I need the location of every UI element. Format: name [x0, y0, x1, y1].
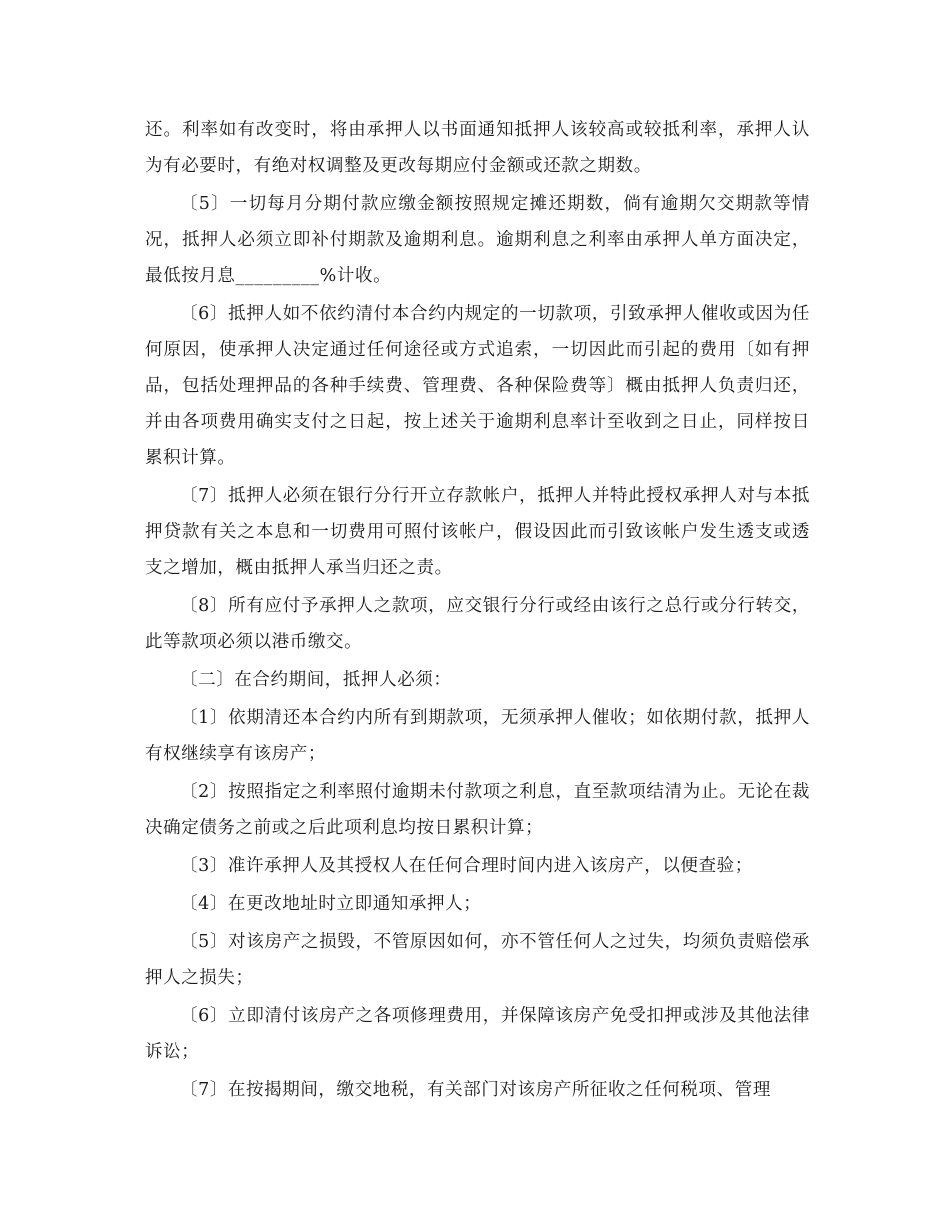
- paragraph-section-2-heading: 〔二〕在合约期间，抵押人必须：: [180, 670, 452, 690]
- paragraph-clause-7-account: 〔7〕抵押人必须在银行分行开立存款帐户，抵押人并特此授权承押人对与本抵押贷款有关之本息和一切费用可照付该帐户，假设因此而引致该帐户发生透支或透支之增加，概由抵押人承当归还之责。: [145, 486, 810, 578]
- paragraph-clause-5-installments: 〔5〕一切每月分期付款应缴金额按照规定摊还期数，倘有逾期欠交期款等情况，抵押人必须立即补付期款及逾期利息。逾期利息之利率由承押人单方面决定，最低按月息_________%计收。: [145, 194, 810, 286]
- paragraph-clause-8-payments: 〔8〕所有应付予承押人之款项，应交银行分行或经由该行之总行或分行转交，此等款项必须以港币缴交。: [145, 596, 810, 652]
- paragraph-continuation: 还。利率如有改变时，将由承押人以书面通知抵押人该较高或较抵利率，承押人认为有必要时，有绝对权调整及更改每期应付金额或还款之期数。: [145, 120, 810, 176]
- paragraph-clause-6-costs: 〔6〕抵押人如不依约清付本合约内规定的一切款项，引致承押人催收或因为任何原因，使承押人决定通过任何途径或方式追索，一切因此而引起的费用〔如有押品，包括处理押品的各种手续费、管理费、各种保险费等〕概由抵押人负责归还，并由各项费用确实支付之日起，按上述关于逾期利息率计至收到之日止，同样按日累积计算。: [145, 304, 810, 468]
- paragraph-duty-1: 〔1〕依期清还本合约内所有到期款项，无须承押人催收；如依期付款，抵押人有权继续享有该房产；: [145, 708, 810, 764]
- paragraph-duty-2: 〔2〕按照指定之利率照付逾期未付款项之利息，直至款项结清为止。无论在裁决确定债务之前或之后此项利息均按日累积计算；: [145, 782, 810, 838]
- document-body: [145, 112, 810, 1108]
- paragraph-duty-7: 〔7〕在按揭期间，缴交地税，有关部门对该房产所征收之任何税项、管理: [180, 1080, 771, 1100]
- paragraph-duty-3: 〔3〕准许承押人及其授权人在任何合理时间内进入该房产，以便查验；: [180, 856, 753, 876]
- paragraph-duty-6: 〔6〕立即清付该房产之各项修理费用，并保障该房产免受扣押或涉及其他法律诉讼；: [145, 1006, 810, 1062]
- paragraph-duty-4: 〔4〕在更改地址时立即通知承押人；: [180, 894, 482, 914]
- paragraph-duty-5: 〔5〕对该房产之损毁，不管原因如何，亦不管任何人之过失，均须负责赔偿承押人之损失；: [145, 932, 810, 988]
